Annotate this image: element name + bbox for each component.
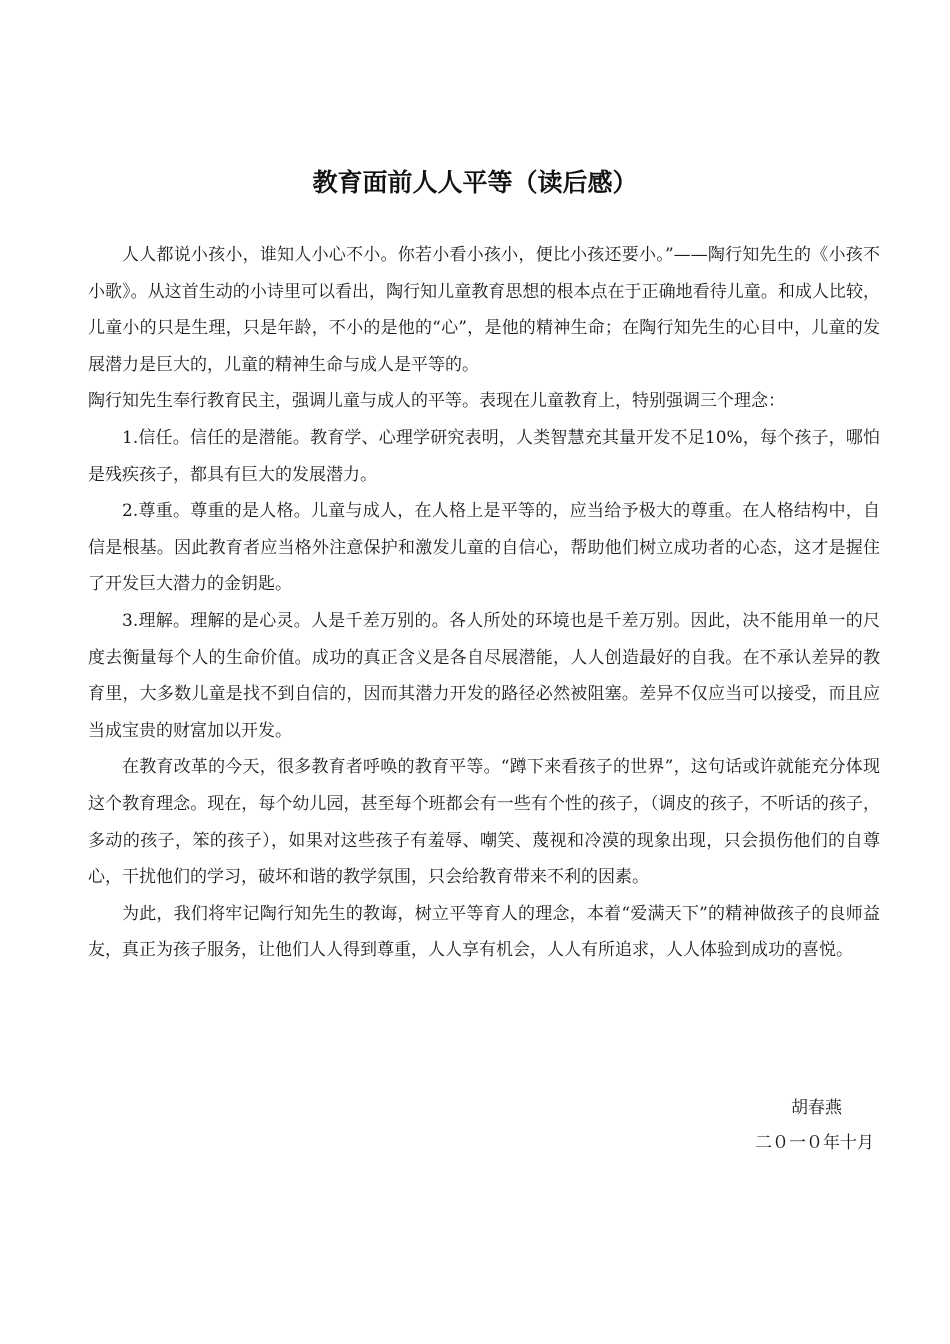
paragraph-reform: 在教育改革的今天，很多教育者呼唤的教育平等。“蹲下来看孩子的世界”，这句话或许就能充分体现这个教育理念。现在，每个幼儿园，甚至每个班都会有一些有个性的孩子，（调皮的孩子，不听话的孩子，多动的孩子，笨的孩子），如果对这些孩子有羞辱、嘲笑、蔑视和冷漠的现象出现，只会损伤他们的自尊心，干扰他们的学习，破坏和谐的教学氛围，只会给教育带来不利的因素。: [88, 757, 880, 888]
document-title: 教育面前人人平等（读后感）: [312, 168, 638, 197]
paragraph-principles-lead: 陶行知先生奉行教育民主，强调儿童与成人的平等。表现在儿童教育上，特别强调三个理念：: [88, 391, 785, 412]
paragraph-respect: 2.尊重。尊重的是人格。儿童与成人，在人格上是平等的，应当给予极大的尊重。在人格结构中，自信是根基。因此教育者应当格外注意保护和激发儿童的自信心，帮助他们树立成功者的心态，这才是握住了开发巨大潜力的金钥匙。: [88, 501, 880, 595]
paragraph-trust: 1.信任。信任的是潜能。教育学、心理学研究表明，人类智慧充其量开发不足10%，每个孩子，哪怕是残疾孩子，都具有巨大的发展潜力。: [88, 427, 880, 485]
document-body: [88, 237, 880, 969]
author-signature: 胡春燕: [791, 1098, 842, 1118]
paragraph-conclusion: 为此，我们将牢记陶行知先生的教诲，树立平等育人的理念，本着“爱满天下”的精神做孩子的良师益友，真正为孩子服务，让他们人人得到尊重，人人享有机会，人人有所追求，人人体验到成功的喜悦。: [88, 903, 880, 961]
paragraph-intro: 人人都说小孩小，谁知人小心不小。你若小看小孩小，便比小孩还要小。”——陶行知先生的《小孩不小歌》。从这首生动的小诗里可以看出，陶行知儿童教育思想的根本点在于正确地看待儿童。和成人比较，儿童小的只是生理，只是年龄，不小的是他的“心”，是他的精神生命；在陶行知先生的心目中，儿童的发展潜力是巨大的，儿童的精神生命与成人是平等的。: [88, 245, 880, 375]
document-date: 二０一０年十月: [755, 1133, 874, 1153]
paragraph-understanding: 3.理解。理解的是心灵。人是千差万别的。各人所处的环境也是千差万别。因此，决不能用单一的尺度去衡量每个人的生命价值。成功的真正含义是各自尽展潜能，人人创造最好的自我。在不承认差异的教育里，大多数儿童是找不到自信的，因而其潜力开发的路径必然被阻塞。差异不仅应当可以接受，而且应当成宝贵的财富加以开发。: [88, 610, 880, 741]
